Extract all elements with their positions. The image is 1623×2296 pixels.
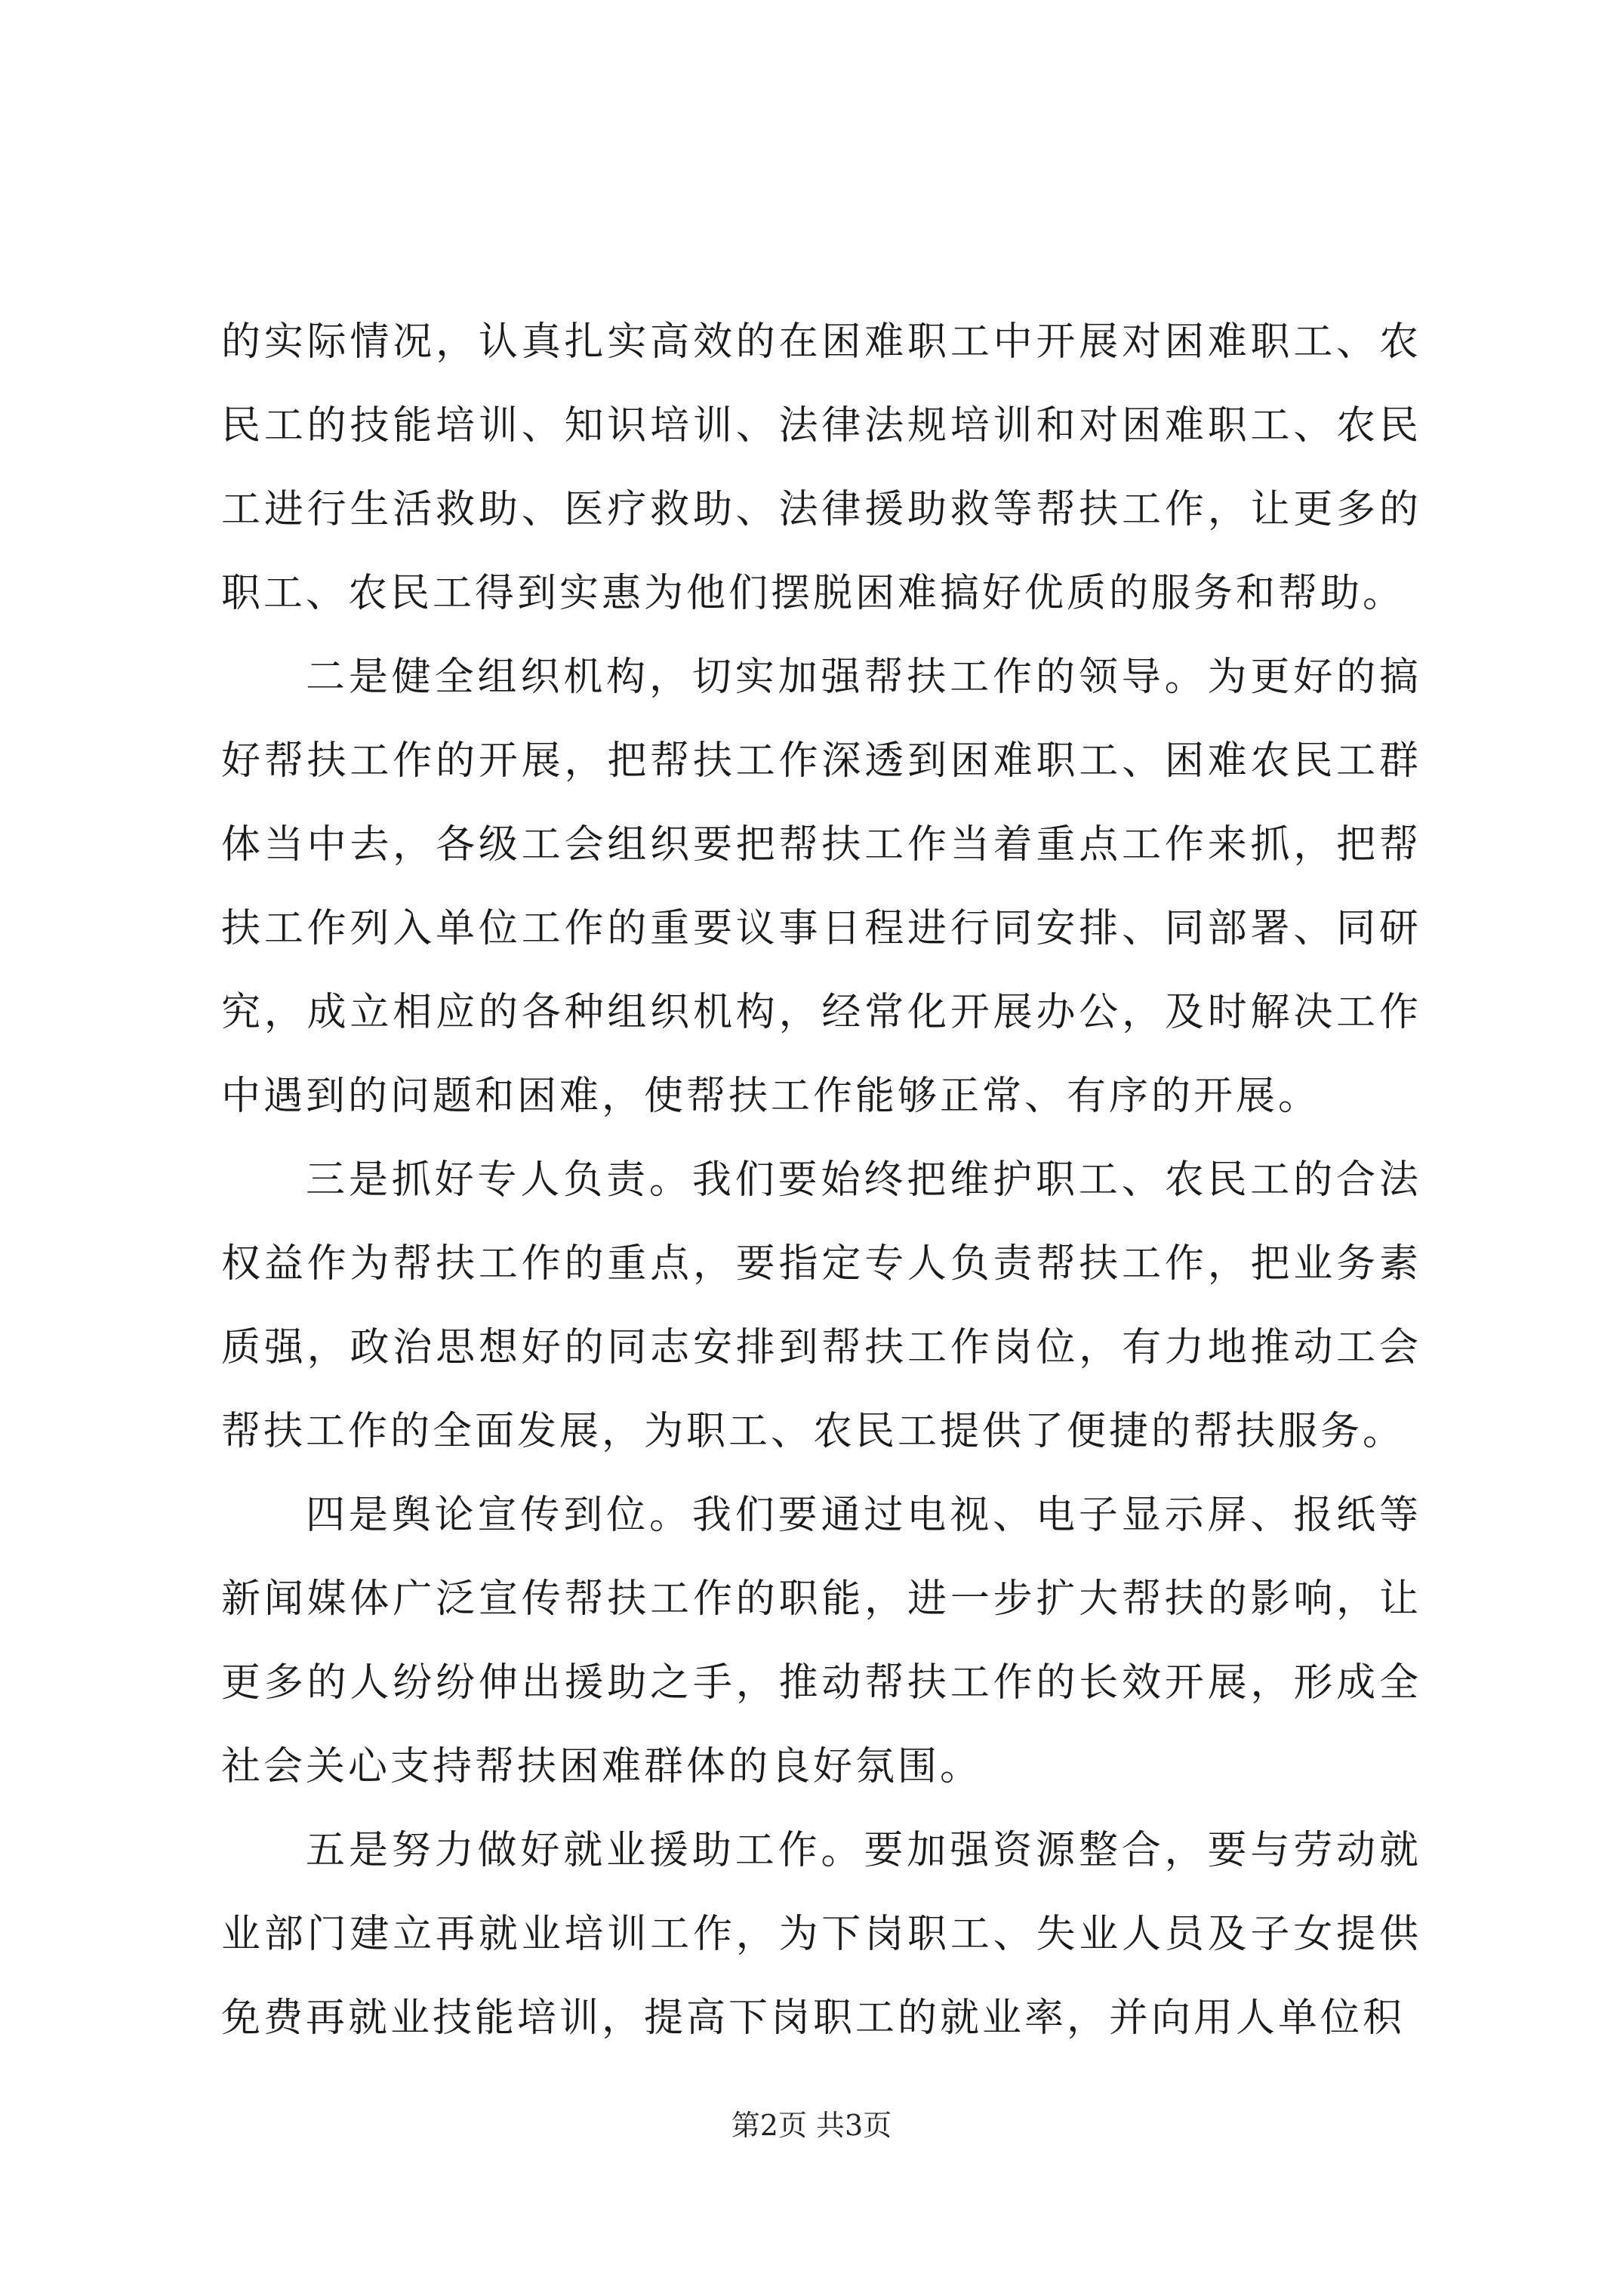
paragraph-continuation: 的实际情况，认真扎实高效的在困难职工中开展对困难职工、农民工的技能培训、知识培训、法律法规培训和对困难职工、农民工进行生活救助、医疗救助、法律援助救等帮扶工作，让更多的职工、农民工得到实惠为他们摆脱困难搞好优质的服务和帮助。: [221, 319, 1421, 616]
document-body: [221, 300, 1421, 2060]
paragraph-personnel: 三是抓好专人负责。我们要始终把维护职工、农民工的合法权益作为帮扶工作的重点，要指定专人负责帮扶工作，把业务素质强，政治思想好的同志安排到帮扶工作岗位，有力地推动工会帮扶工作的全面发展，为职工、农民工提供了便捷的帮扶服务。: [221, 1157, 1421, 1454]
paragraph-publicity: 四是舆论宣传到位。我们要通过电视、电子显示屏、报纸等新闻媒体广泛宣传帮扶工作的职能，进一步扩大帮扶的影响，让更多的人纷纷伸出援助之手，推动帮扶工作的长效开展，形成全社会关心支持帮扶困难群体的良好氛围。: [221, 1493, 1421, 1789]
paragraph-employment: 五是努力做好就业援助工作。要加强资源整合，要与劳动就业部门建立再就业培训工作，为下岗职工、失业人员及子女提供免费再就业技能培训，提高下岗职工的就业率，并向用人单位积: [221, 1828, 1421, 2041]
page-number-footer: 第2页 共3页: [731, 2109, 892, 2142]
paragraph-organization: 二是健全组织机构，切实加强帮扶工作的领导。为更好的搞好帮扶工作的开展，把帮扶工作深透到困难职工、困难农民工群体当中去，各级工会组织要把帮扶工作当着重点工作来抓，把帮扶工作列入单位工作的重要议事日程进行同安排、同部署、同研究，成立相应的各种组织机构，经常化开展办公，及时解决工作中遇到的问题和困难，使帮扶工作能够正常、有序的开展。: [221, 655, 1421, 1119]
